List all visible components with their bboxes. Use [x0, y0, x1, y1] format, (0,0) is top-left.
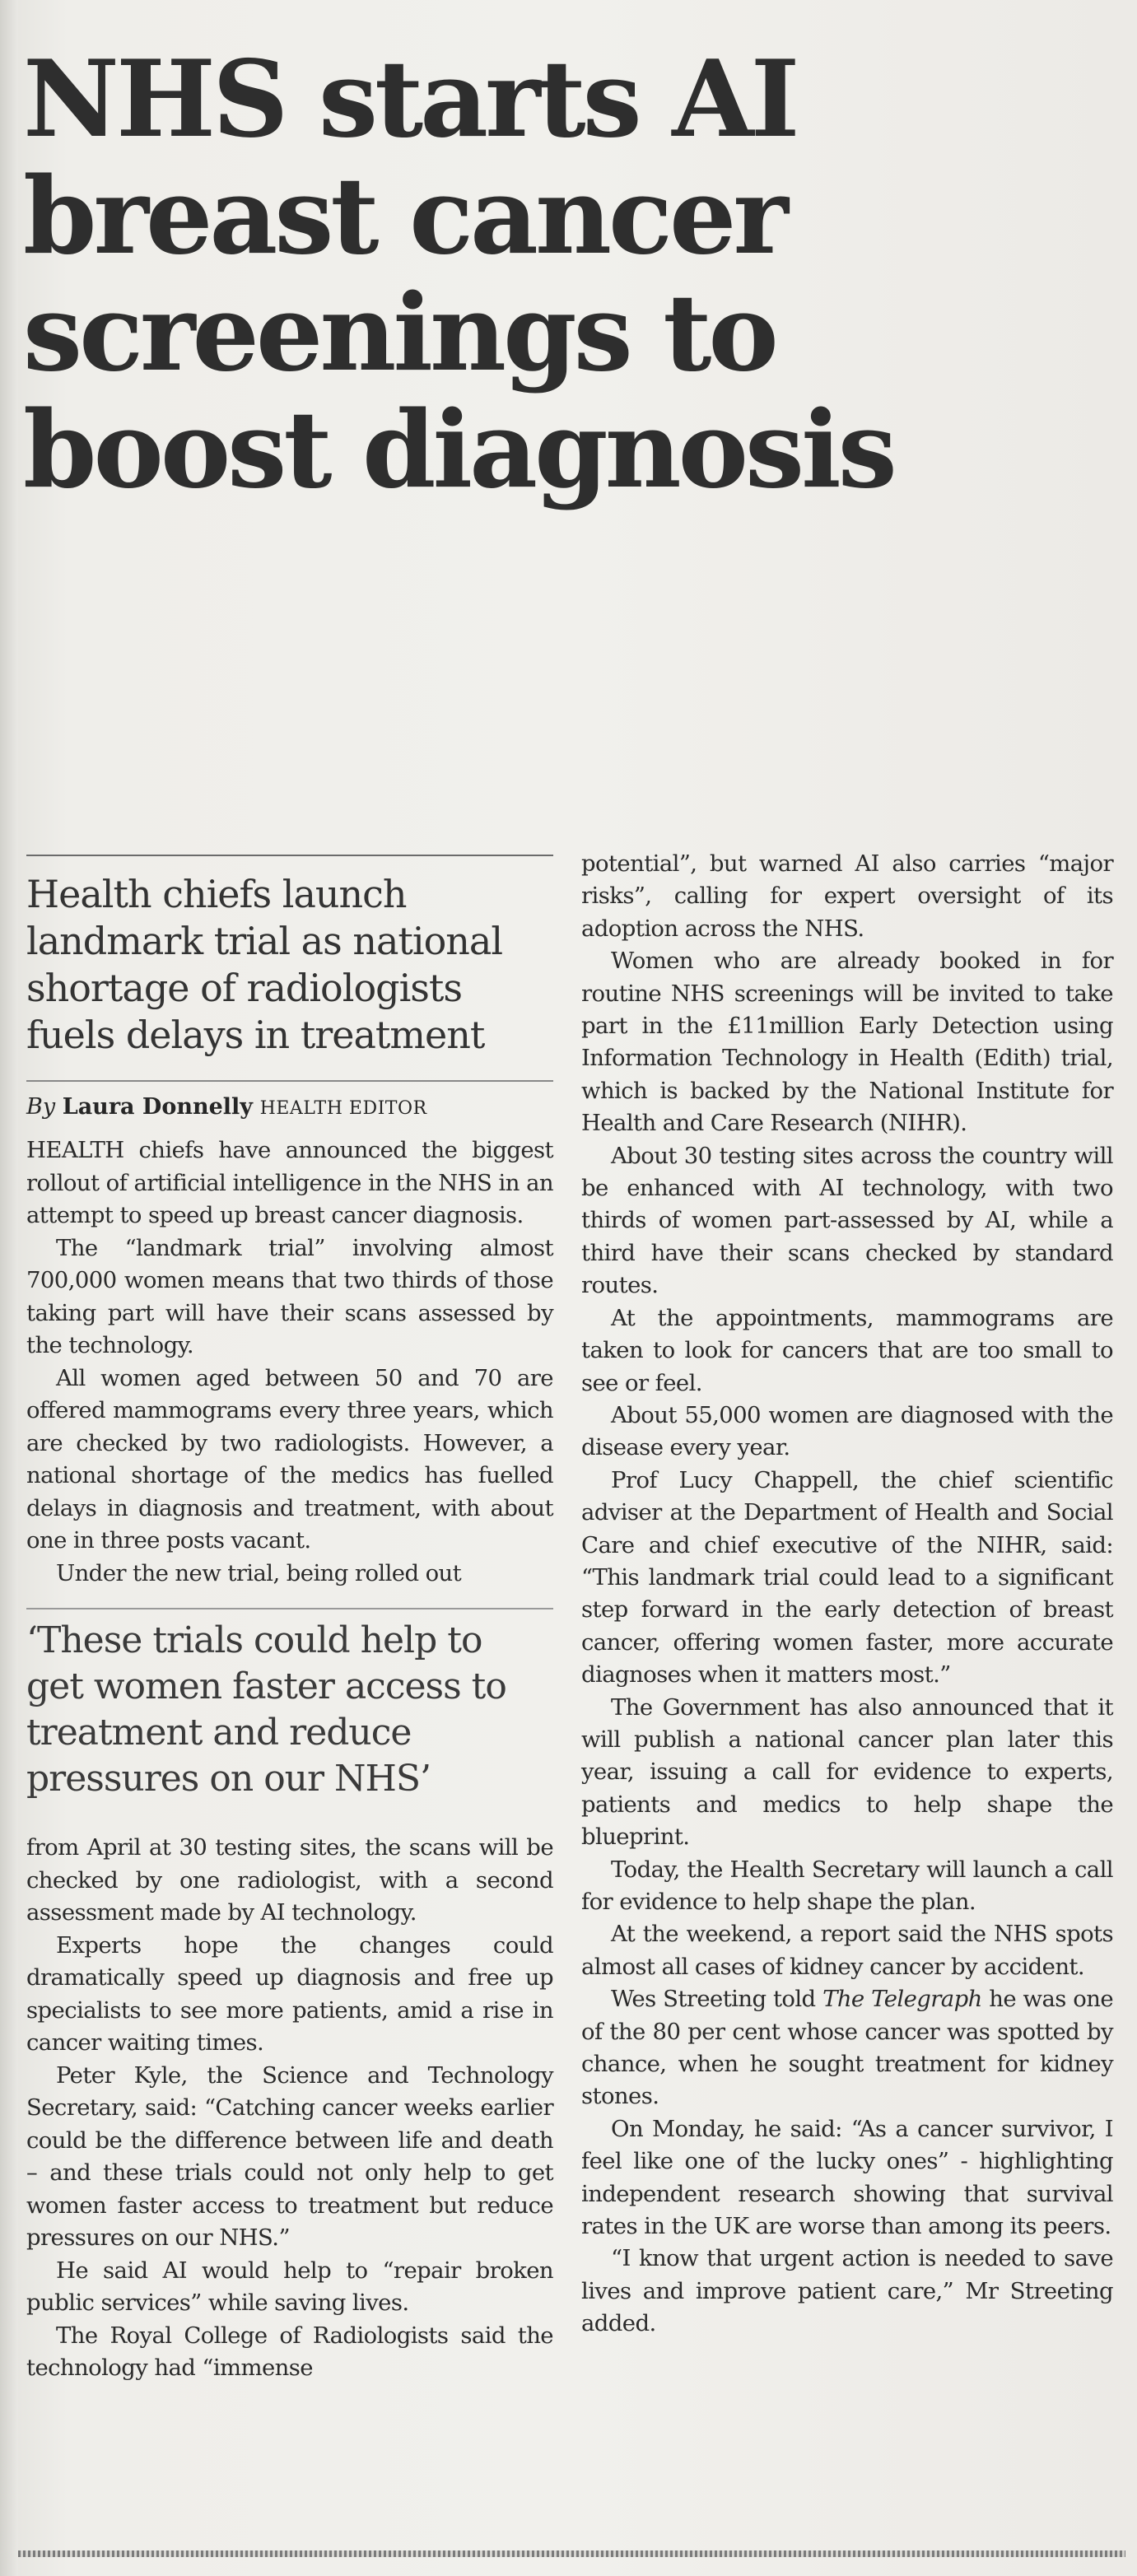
headline-line: breast cancer [23, 155, 785, 278]
paragraph-text: Wes Streeting told [611, 1986, 823, 2013]
headline-line: boost diagnosis [23, 389, 894, 512]
byline-role: HEALTH EDITOR [259, 1098, 427, 1119]
pull-quote-line: ‘These trials could help to [26, 1619, 482, 1661]
paragraph: potential”, but warned AI also carries “major risks”, calling for expert oversight of its adoption across the NHS. [581, 850, 1113, 942]
paragraph-text: he was one of the 80 per cent whose cancer was spotted by chance, when he sought treatment for kidney stones. [581, 1986, 1113, 2110]
article-body-left-bottom [26, 1832, 553, 2385]
paragraph: The Government has also announced that it will publish a national cancer plan later this year, issuing a call for evidence to experts, patients and medics to help shape the blueprint. [581, 1693, 1113, 1851]
standfirst-line: fuels delays in treatment [26, 1013, 485, 1057]
paragraph: HEALTH chiefs have announced the biggest rollout of artificial intelligence in the NHS in an attempt to speed up breast cancer diagnosis. [26, 1137, 553, 1228]
paragraph: The “landmark trial” involving almost 700,000 women means that two thirds of those taking part will have their scans assessed by the technology. [26, 1234, 553, 1358]
standfirst-line: shortage of radiologists [26, 966, 462, 1010]
paragraph: About 55,000 women are diagnosed with the disease every year. [581, 1401, 1113, 1461]
paragraph: Experts hope the changes could dramatically speed up diagnosis and free up specialists to see more patients, amid a rise in cancer waiting times. [26, 1931, 553, 2056]
pull-quote [26, 1608, 553, 1814]
headline-line: NHS starts AI [23, 38, 797, 161]
paragraph: He said AI would help to “repair broken public services” while saving lives. [26, 2257, 553, 2316]
paragraph [581, 1983, 1113, 2113]
bottom-rule [18, 2550, 1125, 2557]
paragraph: “I know that urgent action is needed to save lives and improve patient care,” Mr Streeting added. [581, 2245, 1113, 2337]
paragraph: Today, the Health Secretary will launch a call for evidence to help shape the plan. [581, 1856, 1113, 1915]
standfirst-line: Health chiefs launch [26, 872, 407, 916]
paragraph: At the appointments, mammograms are taken to look for cancers that are too small to see or feel. [581, 1304, 1113, 1396]
paragraph: About 30 testing sites across the country will be enhanced with AI technology, with two thirds of women part-assessed by AI, while a third have their scans checked by standard routes. [581, 1142, 1113, 1299]
paragraph: Peter Kyle, the Science and Technology Secretary, said: “Catching cancer weeks earlier could be the difference between life and death – and these trials could not only help to get women faster access to treatment but reduce pressures on our NHS.” [26, 2061, 553, 2251]
paragraph: All women aged between 50 and 70 are offered mammograms every three years, which are checked by two radiologists. However, a national shortage of the medics has fuelled delays in diagnosis and treatment, with about one in three posts vacant. [26, 1364, 553, 1554]
paper-edge [0, 0, 18, 2576]
article-body-left-top [26, 1134, 553, 1590]
headline-line: screenings to [23, 272, 776, 395]
paragraph: The Royal College of Radiologists said the technology had “immense [26, 2322, 553, 2381]
paragraph: Women who are already booked in for routine NHS screenings will be invited to take part in the £11million Early Detection using Information Technology in Health (Edith) trial, which is backed by the National Institute for Health and Care Research (NIHR). [581, 948, 1113, 1137]
byline-by: By [26, 1094, 56, 1120]
paragraph: Under the new trial, being rolled out [56, 1559, 462, 1586]
column-rule [26, 855, 553, 856]
pull-quote-line: pressures on our NHS’ [26, 1758, 431, 1800]
byline [26, 1080, 553, 1123]
standfirst-line: landmark trial as national [26, 919, 503, 963]
left-column [26, 855, 553, 2385]
pull-quote-line: treatment and reduce [26, 1712, 412, 1754]
pull-quote-line: get women faster access to [26, 1665, 506, 1707]
paragraph: At the weekend, a report said the NHS spots almost all cases of kidney cancer by accident. [581, 1921, 1113, 1980]
paragraph: On Monday, he said: “As a cancer survivor, I feel like one of the lucky ones” - highlighting independent research showing that survival rates in the UK are worse than among its peers. [581, 2115, 1113, 2240]
paragraph: Prof Lucy Chappell, the chief scientific adviser at the Department of Health and Social Care and chief executive of the NIHR, said: “This landmark trial could lead to a significant step forward in the early detection of breast cancer, offering women faster, more accurate diagnoses when it matters most.” [581, 1466, 1113, 1689]
byline-author: Laura Donnelly [62, 1094, 253, 1120]
standfirst [26, 871, 553, 1059]
publication-name: The Telegraph [822, 1986, 982, 2013]
right-column [581, 848, 1113, 2341]
paragraph: from April at 30 testing sites, the scans will be checked by one radiologist, with a second assessment made by AI technology. [26, 1834, 553, 1926]
headline [23, 38, 1126, 512]
article-body-right [581, 848, 1113, 2341]
